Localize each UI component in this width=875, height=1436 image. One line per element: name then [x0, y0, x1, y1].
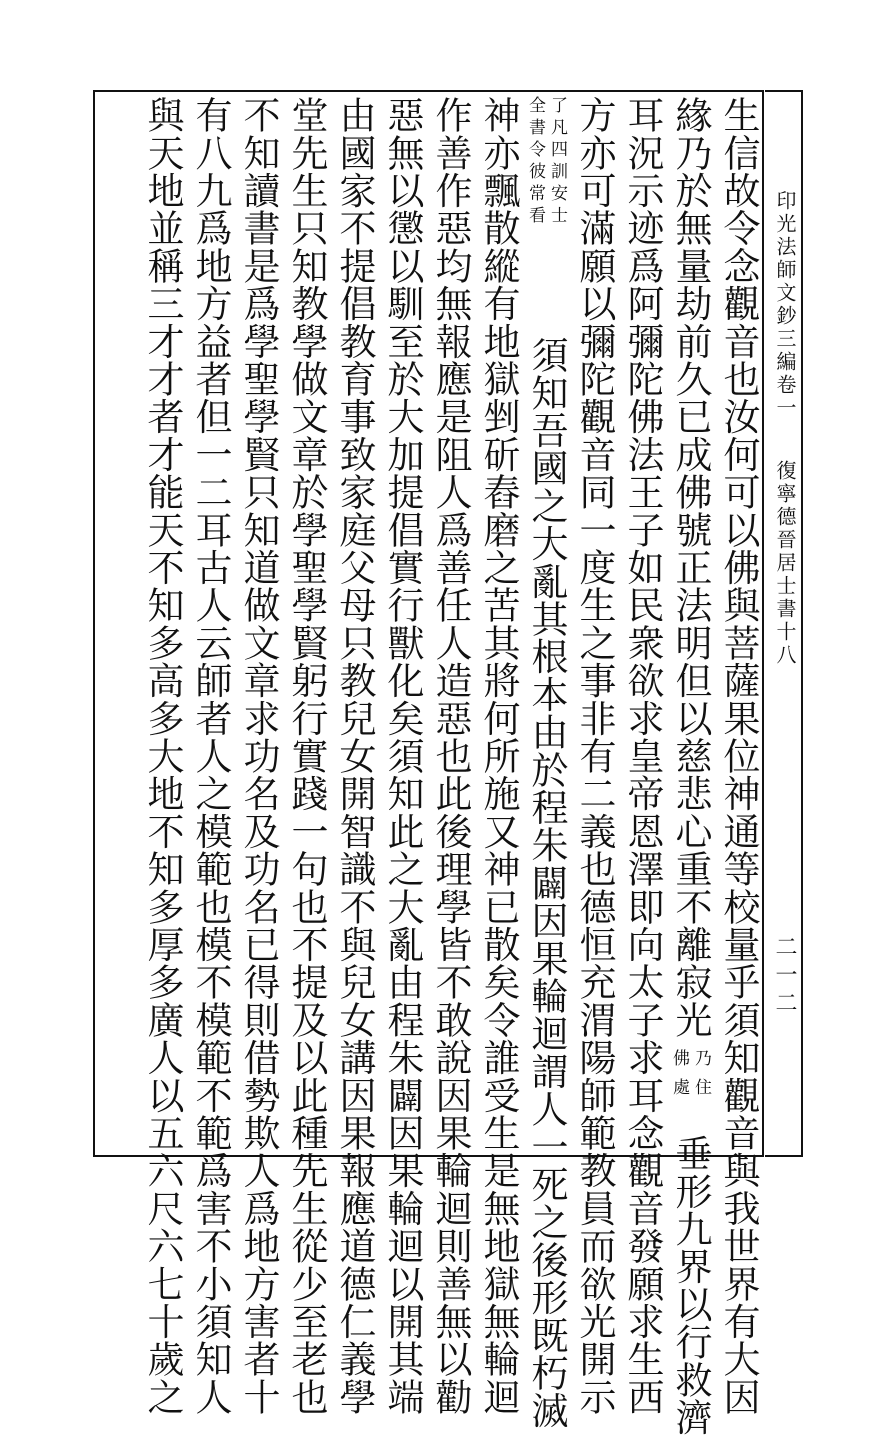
inline-note-1-right: 乃住 — [690, 1049, 712, 1107]
text-column-6: 神亦飄散縱有地獄剉斫舂磨之苦其將何所施又神已散矣令誰受生是無地獄無輪迴 — [474, 96, 522, 1152]
text-column-1: 生信故令念觀音也汝何可以佛與菩薩果位神通等校量乎須知觀音與我世界有大因 — [714, 96, 762, 1152]
book-title: 印光法師文鈔三編卷一 — [770, 190, 800, 420]
text-column-9: 由國家不提倡教育事致家庭父母只教兒女開智識不與兒女講因果報應道德仁義學 — [330, 96, 378, 1152]
inline-note-1-left: 佛處 — [668, 1049, 690, 1107]
text-column-11: 不知讀書是爲學聖學賢只知道做文章求功名及功名已得則借勢欺人爲地方害者十 — [234, 96, 282, 1152]
inline-note-2-right: 了凡四訓安士 — [546, 96, 568, 228]
text-column-5-main: 須知吾國之大亂其根本由於程朱闢因果輪迴謂人一死之後形既朽滅 — [525, 336, 568, 1429]
text-column-2-rest: 垂形九界以行救濟 — [669, 1135, 712, 1436]
text-column-3: 耳況示迹爲阿彌陀佛法王子如民衆欲求皇帝恩澤即向太子求耳念觀音發願求生西 — [618, 96, 666, 1152]
text-column-2 — [666, 96, 714, 1152]
chapter-title: 復寧德晉居士書十八 — [770, 460, 800, 667]
text-column-12: 有八九爲地方益者但一二耳古人云師者人之模範也模不模範不範爲害不小須知人 — [186, 96, 234, 1152]
page-number: 二一二 — [770, 935, 800, 1019]
text-column-5 — [522, 96, 570, 1152]
inline-note-2-left: 全書令彼常看 — [524, 96, 546, 228]
text-column-10: 堂先生只知教學做文章於學聖學賢躬行實踐一句也不提及以此種先生從少至老也 — [282, 96, 330, 1152]
inline-note-1 — [666, 1039, 714, 1135]
text-column-2-main: 緣乃於無量劫前久已成佛號正法明但以慈悲心重不離寂光 — [669, 96, 712, 1039]
text-column-7: 作善作惡均無報應是阻人爲善任人造惡也此後理學皆不敢說因果輪迴則善無以勸 — [426, 96, 474, 1152]
inline-note-2 — [522, 96, 570, 336]
text-column-13: 與天地並稱三才才者才能天不知多高多大地不知多厚多廣人以五六尺六七十歲之 — [138, 96, 186, 1152]
text-column-8: 惡無以懲以馴至於大加提倡實行獸化矣須知此之大亂由程朱闢因果輪迴以開其端 — [378, 96, 426, 1152]
text-column-4: 方亦可滿願以彌陀觀音同一度生之事非有二義也德恒充渭陽師範教員而欲光開示 — [570, 96, 618, 1152]
